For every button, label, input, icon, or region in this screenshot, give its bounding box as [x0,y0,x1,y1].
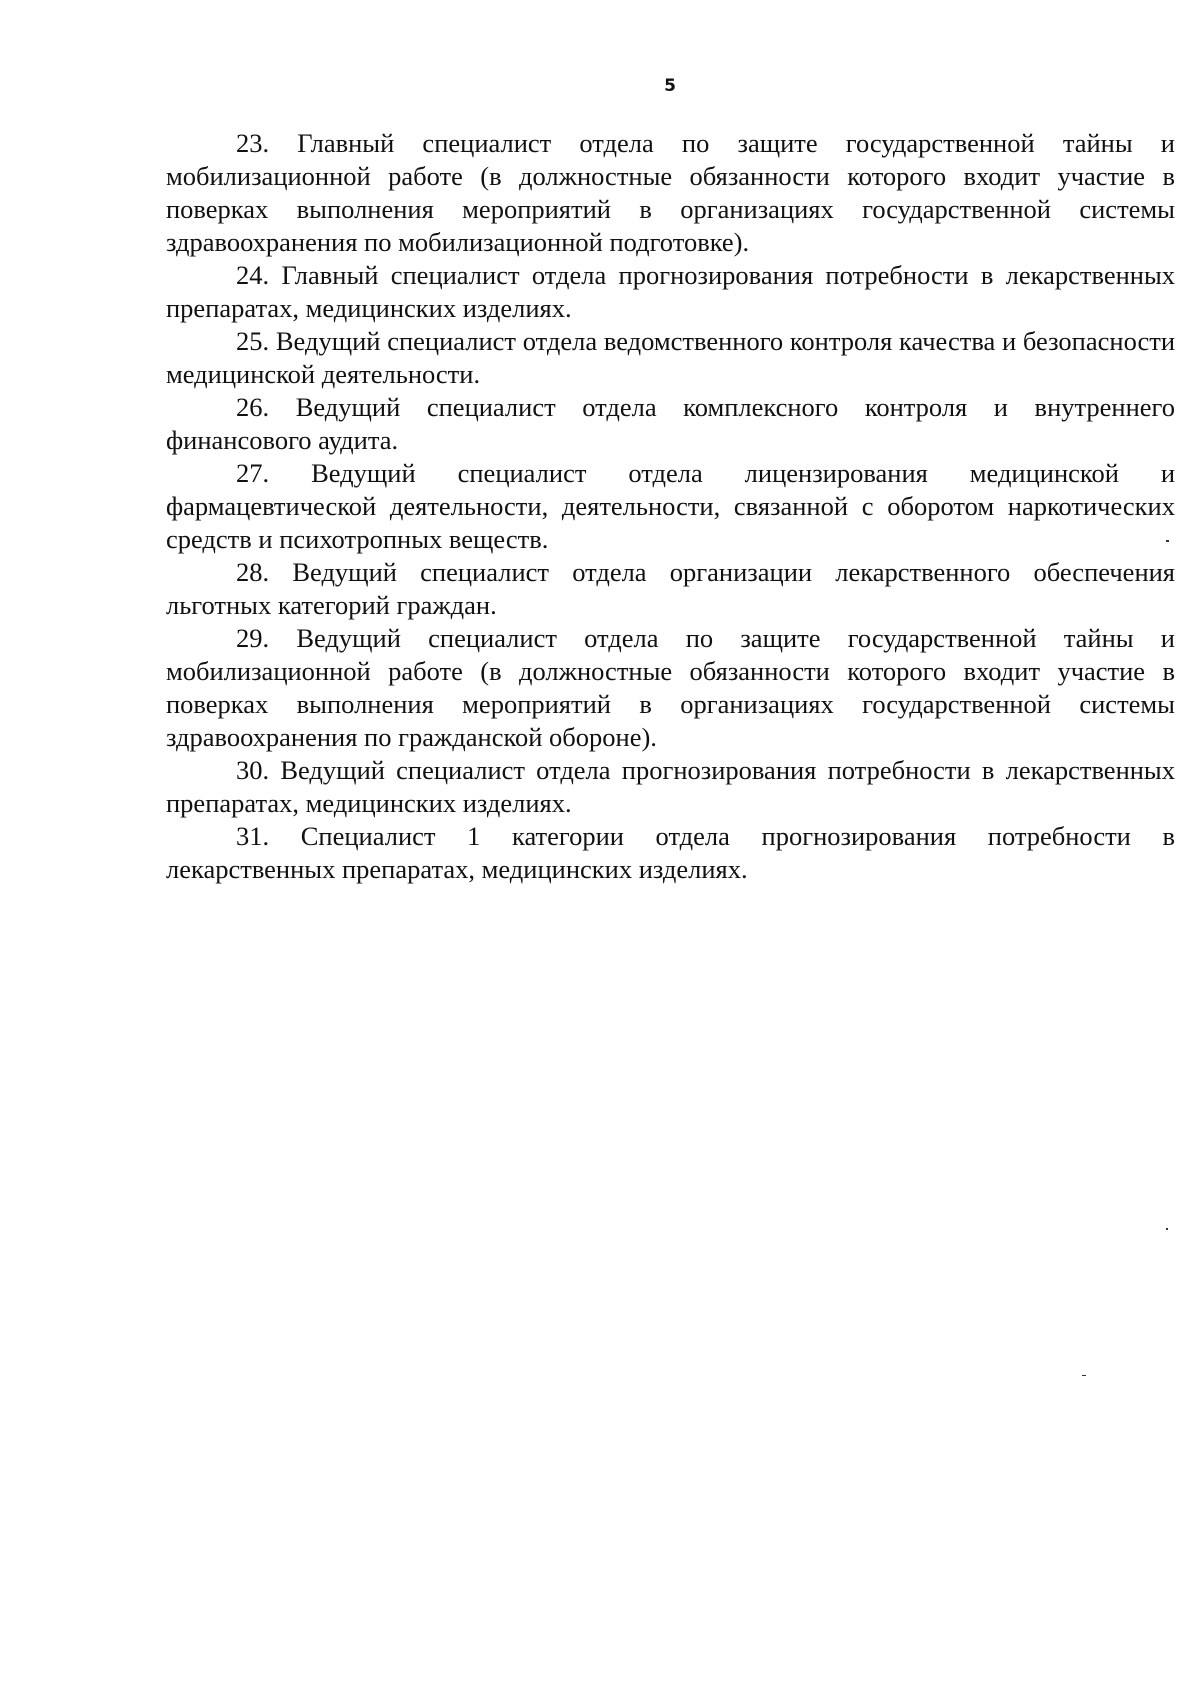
item-number: 25. [236,326,270,356]
item-number: 30. [236,755,270,785]
page-number: 5 [664,76,676,96]
item-number: 31. [236,821,270,851]
item-text: Ведущий специалист отдела ведомственного контроля качества и безопасности медицинской деятельности. [166,326,1176,389]
item-number: 26. [236,392,270,422]
list-item [166,127,1175,259]
list-item [166,259,1175,325]
item-text: Главный специалист отдела по защите государственной тайны и мобилизационной работе (в должностные обязанности которого входит участие в поверках выполнения мероприятий в организациях государственной системы здравоохранения по мобилизационной подготовке). [166,128,1175,257]
item-text: Ведущий специалист отдела по защите государственной тайны и мобилизационной работе (в должностные обязанности которого входит участие в поверках выполнения мероприятий в организациях государственной системы здравоохранения по гражданской обороне). [166,623,1175,752]
item-number: 27. [236,458,270,488]
list-item [166,556,1175,622]
item-number: 29. [236,623,270,653]
item-number: 24. [236,260,270,290]
scan-speck [1166,1228,1168,1230]
list-item [166,391,1175,457]
item-number: 28. [236,557,270,587]
item-text: Ведущий специалист отдела прогнозирования потребности в лекарственных препаратах, медицинских изделиях. [166,755,1175,818]
document-body [166,127,1175,886]
list-item [166,457,1175,556]
item-text: Ведущий специалист отдела организации лекарственного обеспечения льготных категорий граждан. [166,557,1175,620]
list-item [166,754,1175,820]
item-text: Специалист 1 категории отдела прогнозирования потребности в лекарственных препаратах, медицинских изделиях. [166,821,1175,884]
item-text: Главный специалист отдела прогнозирования потребности в лекарственных препаратах, медицинских изделиях. [166,260,1175,323]
scan-speck [1082,1375,1086,1376]
list-item [166,325,1175,391]
item-number: 23. [236,128,270,158]
list-item [166,622,1175,754]
item-text: Ведущий специалист отдела лицензирования медицинской и фармацевтической деятельности, деятельности, связанной с оборотом наркотических средств и психотропных веществ. [166,458,1176,554]
item-text: Ведущий специалист отдела комплексного контроля и внутреннего финансового аудита. [166,392,1176,455]
list-item [166,820,1175,886]
scan-speck [1166,540,1169,542]
